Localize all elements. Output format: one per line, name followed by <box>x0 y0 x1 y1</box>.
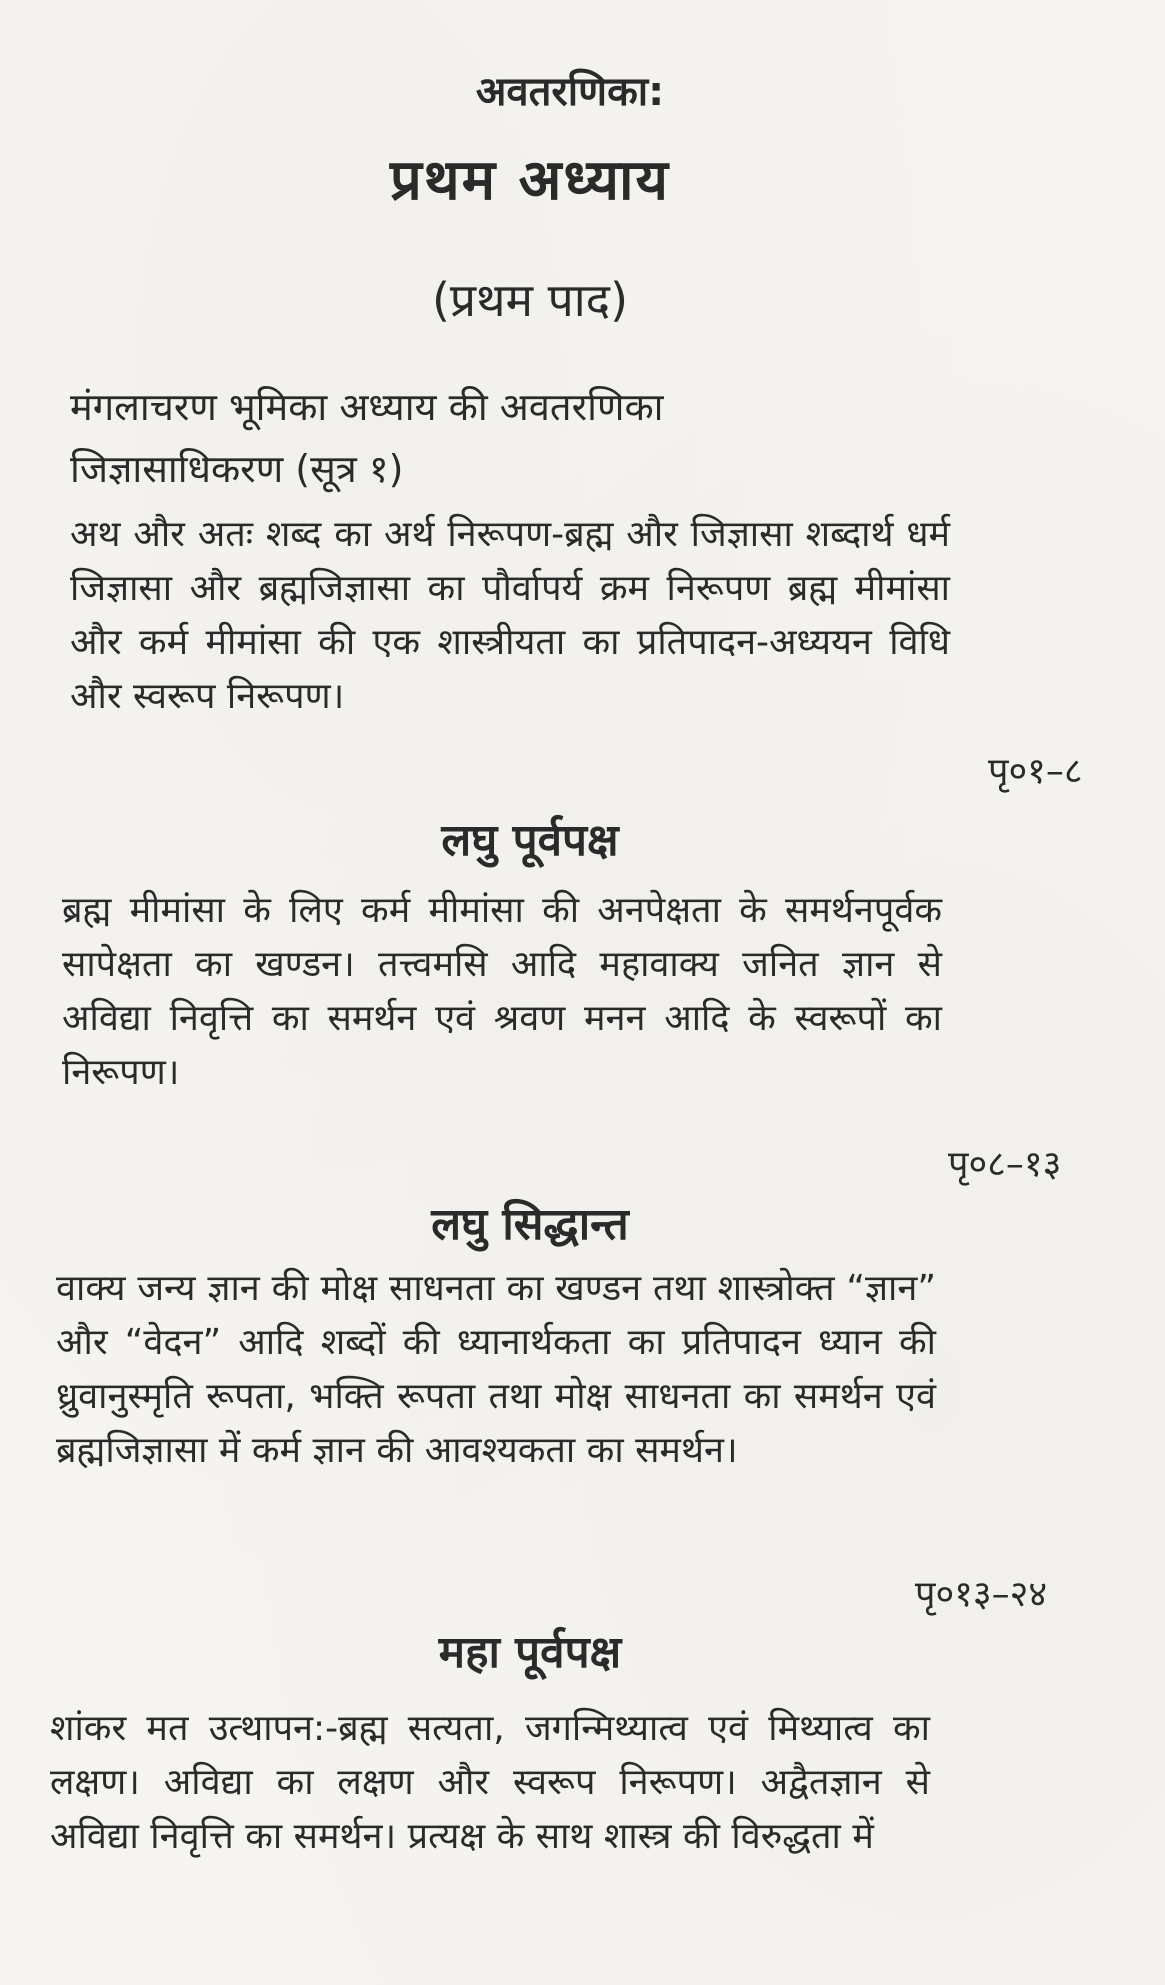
section-title-laghu-siddhanta: लघु सिद्धान्त <box>431 1199 629 1250</box>
intro-line-2: जिज्ञासाधिकरण (सूत्र १) <box>70 447 404 491</box>
section-title-laghu-purvapaksha: लघु पूर्वपक्ष <box>441 815 619 866</box>
avataranika-heading: अवतरणिका: <box>475 69 665 115</box>
intro-line-1: मंगलाचरण भूमिका अध्याय की अवतरणिका <box>70 385 664 429</box>
section-body-maha-purvapaksha: शांकर मत उत्थापन:-ब्रह्म सत्यता, जगन्मिथ्यात्व एवं मिथ्यात्व का लक्षण। अविद्या का लक्षण और स्वरूप निरूपण। अद्वैतज्ञान से अविद्या निवृत्ति का समर्थन। प्रत्यक्ष के साथ शास्त्र की विरुद्धता में <box>50 1708 930 1857</box>
chapter-title: प्रथम अध्याय <box>390 148 670 213</box>
section-page-ref-laghu-purvapaksha: पृ०८–१३ <box>948 1144 1062 1185</box>
section-page-ref-laghu-siddhanta: पृ०१३–२४ <box>915 1574 1048 1615</box>
intro-body: अथ और अतः शब्द का अर्थ निरूपण-ब्रह्म और जिज्ञासा शब्दार्थ धर्म जिज्ञासा और ब्रह्मजिज्ञासा का पौर्वापर्य क्रम निरूपण ब्रह्म मीमांसा और कर्म मीमांसा की एक शास्त्रीयता का प्रतिपादन-अध्ययन विधि और स्वरूप निरूपण। <box>70 514 950 717</box>
pada-subtitle: (प्रथम पाद) <box>431 273 629 327</box>
section-body-laghu-purvapaksha: ब्रह्म मीमांसा के लिए कर्म मीमांसा की अनपेक्षता के समर्थनपूर्वक सापेक्षता का खण्डन। तत्त्वमसि आदि महावाक्य जनित ज्ञान से अविद्या निवृत्ति का समर्थन एवं श्रवण मनन आदि के स्वरूपों का निरूपण। <box>62 890 942 1093</box>
intro-page-ref: पृ०१–८ <box>988 751 1083 792</box>
section-title-maha-purvapaksha: महा पूर्वपक्ष <box>438 1627 622 1678</box>
section-body-laghu-siddhanta: वाक्य जन्य ज्ञान की मोक्ष साधनता का खण्डन तथा शास्त्रोक्त “ज्ञान” और “वेदन” आदि शब्दों की ध्यानार्थकता का प्रतिपादन ध्यान की ध्रुवानुस्मृति रूपता, भक्ति रूपता तथा मोक्ष साधनता का समर्थन एवं ब्रह्मजिज्ञासा में कर्म ज्ञान की आवश्यकता का समर्थन। <box>56 1268 936 1471</box>
